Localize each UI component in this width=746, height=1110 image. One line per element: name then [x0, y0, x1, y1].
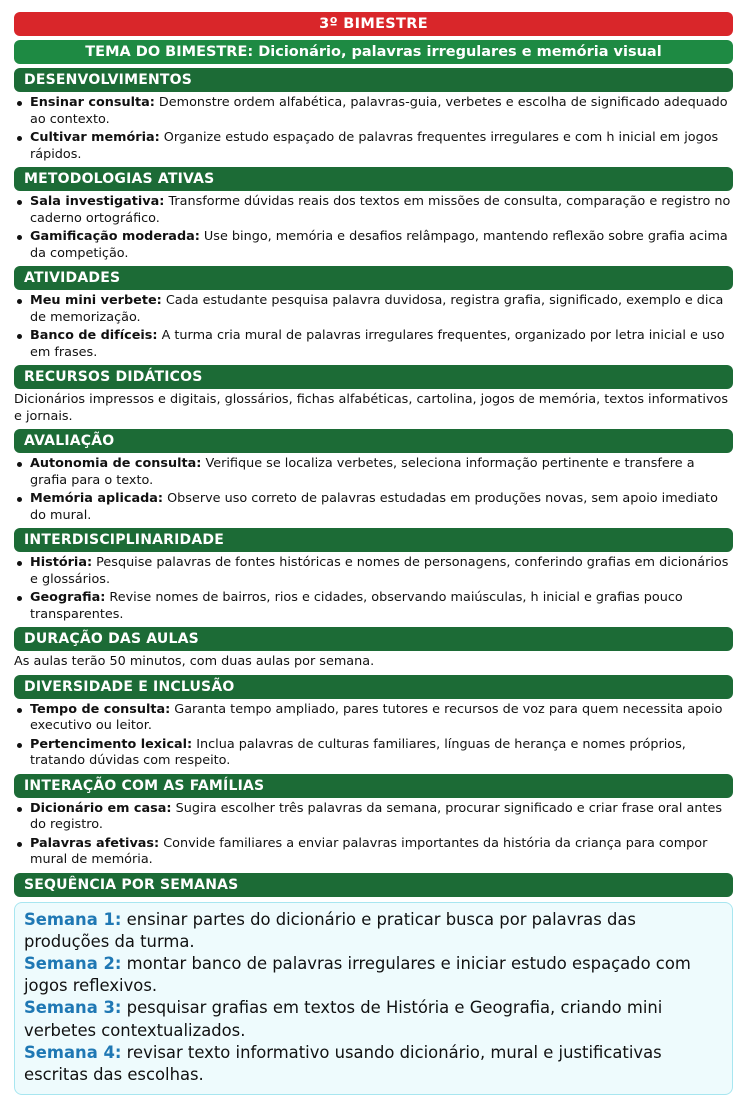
bullet-list [14, 95, 733, 163]
list-item [30, 229, 733, 262]
item-label: Meu mini verbete: [30, 293, 162, 308]
section-metodologias [14, 167, 733, 262]
item-text: Cada estudante pesquisa palavra duvidosa, registra grafia, significado, exemplo e dica de memorização. [30, 293, 724, 325]
list-item [30, 702, 733, 735]
item-label: Autonomia de consulta: [30, 456, 202, 471]
section-avaliacao [14, 429, 733, 524]
section-title: DESENVOLVIMENTOS [14, 68, 733, 92]
item-text: Sugira escolher três palavras da semana, procurar significado e criar frase oral antes do registro. [30, 800, 723, 832]
section-atividades [14, 266, 733, 361]
list-item [30, 456, 733, 489]
item-label: Sala investigativa: [30, 194, 165, 209]
lesson-plan [14, 12, 733, 1095]
list-item [30, 293, 733, 326]
list-item [30, 130, 733, 163]
list-item [30, 801, 733, 834]
section-title: INTERDISCIPLINARIDADE [14, 528, 733, 552]
item-text: Demonstre ordem alfabética, palavras-guia, verbetes e escolha de significado adequado ao contexto. [30, 95, 728, 127]
week-label: Semana 2: [24, 953, 122, 973]
week-text: montar banco de palavras irregulares e iniciar estudo espaçado com jogos reflexivos. [24, 953, 691, 996]
week-item [24, 997, 724, 1041]
list-item [30, 95, 733, 128]
section-sequencia [14, 873, 733, 1096]
week-item [24, 909, 724, 953]
section-text: Dicionários impressos e digitais, glossários, fichas alfabéticas, cartolina, jogos de memória, textos informativos e jornais. [14, 392, 729, 424]
bullet-list [14, 293, 733, 361]
item-text: Organize estudo espaçado de palavras frequentes irregulares e com h inicial em jogos rápidos. [30, 130, 719, 162]
section-desenvolvimentos [14, 68, 733, 163]
section-interdisciplinaridade [14, 528, 733, 623]
list-item [30, 836, 733, 869]
item-label: Palavras afetivas: [30, 835, 160, 851]
list-item [30, 737, 733, 770]
theme-banner: TEMA DO BIMESTRE: Dicionário, palavras irregulares e memória visual [14, 40, 733, 64]
item-label: Banco de difíceis: [30, 328, 158, 343]
bullet-list [14, 801, 733, 869]
section-diversidade [14, 675, 733, 770]
week-text: revisar texto informativo usando dicionário, mural e justificativas escritas das escolhas. [24, 1042, 662, 1084]
weeks-box [14, 902, 733, 1096]
item-label: História: [30, 555, 93, 570]
item-text: Pesquise palavras de fontes históricas e nomes de personagens, conferindo grafias em dicionários e glossários. [30, 555, 729, 587]
item-label: Pertencimento lexical: [30, 736, 193, 752]
section-title: INTERAÇÃO COM AS FAMÍLIAS [14, 774, 733, 798]
week-text: pesquisar grafias em textos de História e Geografia, criando mini verbetes contextualizados. [24, 998, 663, 1040]
section-title: DURAÇÃO DAS AULAS [14, 627, 733, 651]
section-title: RECURSOS DIDÁTICOS [14, 365, 733, 389]
item-label: Geografia: [30, 590, 106, 605]
section-duracao [14, 627, 733, 671]
week-label: Semana 1: [24, 909, 122, 929]
week-text: ensinar partes do dicionário e praticar busca por palavras das produções da turma. [24, 909, 636, 951]
item-text: Verifique se localiza verbetes, seleciona informação pertinente e transfere a grafia para o texto. [30, 456, 695, 488]
item-label: Memória aplicada: [30, 491, 164, 506]
bullet-list [14, 555, 733, 623]
section-text: As aulas terão 50 minutos, com duas aulas por semana. [14, 654, 375, 669]
list-item [30, 555, 733, 588]
section-title: AVALIAÇÃO [14, 429, 733, 453]
week-label: Semana 3: [24, 998, 122, 1018]
bimester-banner: 3º BIMESTRE [14, 12, 733, 36]
list-item [30, 590, 733, 623]
list-item [30, 491, 733, 524]
section-familias [14, 774, 733, 869]
item-label: Ensinar consulta: [30, 95, 155, 110]
item-text: A turma cria mural de palavras irregulares frequentes, organizado por letra inicial e uso em frases. [30, 328, 725, 360]
item-label: Gamificação moderada: [30, 229, 200, 244]
item-text: Garanta tempo ampliado, pares tutores e recursos de voz para quem necessita apoio executivo ou leitor. [30, 701, 723, 733]
list-item [30, 328, 733, 361]
section-title: SEQUÊNCIA POR SEMANAS [14, 873, 733, 897]
bullet-list [14, 194, 733, 262]
item-label: Cultivar memória: [30, 130, 160, 145]
item-label: Dicionário em casa: [30, 800, 172, 816]
item-text: Transforme dúvidas reais dos textos em missões de consulta, comparação e registro no caderno ortográfico. [30, 194, 731, 226]
item-text: Convide familiares a enviar palavras importantes da história da criança para compor mural de memória. [30, 835, 708, 867]
week-item [24, 1042, 724, 1086]
item-label: Tempo de consulta: [30, 701, 171, 717]
week-label: Semana 4: [24, 1042, 122, 1062]
section-recursos [14, 365, 733, 425]
item-text: Use bingo, memória e desafios relâmpago, mantendo reflexão sobre grafia acima da competição. [30, 229, 728, 261]
item-text: Inclua palavras de culturas familiares, línguas de herança e nomes próprios, tratando dúvidas com respeito. [30, 736, 686, 768]
section-title: DIVERSIDADE E INCLUSÃO [14, 675, 733, 699]
item-text: Observe uso correto de palavras estudadas em produções novas, sem apoio imediato do mural. [30, 491, 718, 523]
section-title: METODOLOGIAS ATIVAS [14, 167, 733, 191]
bullet-list [14, 456, 733, 524]
list-item [30, 194, 733, 227]
item-text: Revise nomes de bairros, rios e cidades, observando maiúsculas, h inicial e grafias pouco transparentes. [30, 590, 683, 622]
bullet-list [14, 702, 733, 770]
section-title: ATIVIDADES [14, 266, 733, 290]
week-item [24, 953, 724, 997]
